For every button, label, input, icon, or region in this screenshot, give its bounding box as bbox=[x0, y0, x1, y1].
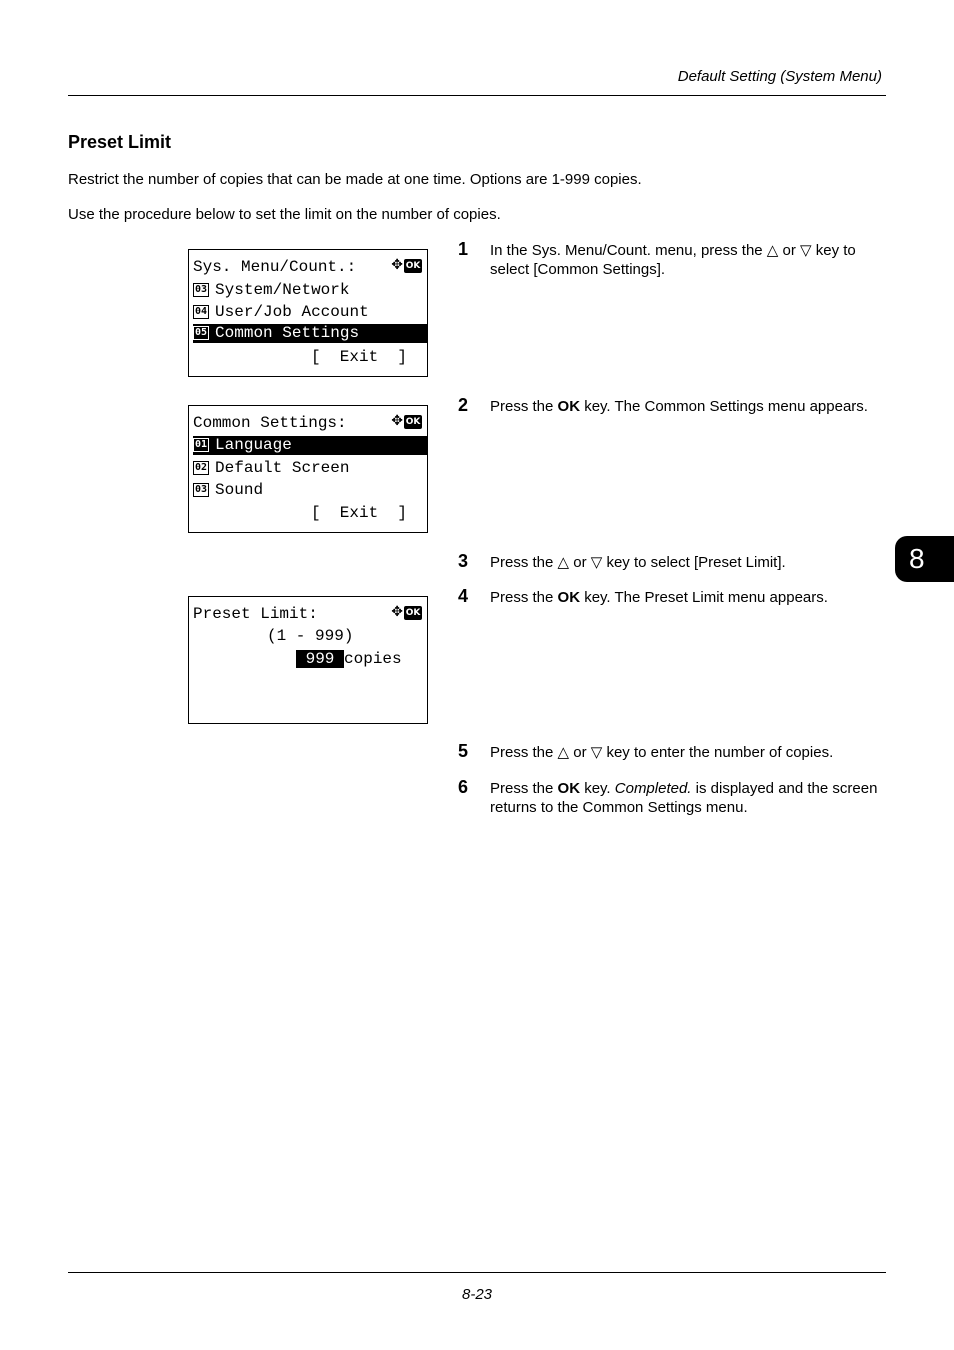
step-number: 2 bbox=[458, 395, 469, 415]
step-text-part: is displayed and the screen returns to the Common Settings menu. bbox=[490, 780, 878, 816]
step-number: 5 bbox=[458, 741, 469, 761]
item-number-badge: 05 bbox=[195, 327, 208, 338]
lcd-menu-item-label: Sound bbox=[215, 481, 264, 499]
navigation-arrows-icon: ✥ bbox=[391, 257, 403, 273]
lcd-exit-softkey: [ Exit ] bbox=[311, 504, 408, 522]
lcd-menu-item-label: System/Network bbox=[215, 281, 350, 299]
lcd-menu-item bbox=[193, 303, 369, 321]
lcd-screen-sys-menu bbox=[188, 249, 428, 377]
step-text-part: key. The Preset Limit menu appears. bbox=[580, 589, 828, 606]
step-number: 6 bbox=[458, 777, 469, 797]
lcd-menu-item-selected bbox=[193, 324, 427, 343]
item-number-badge: 04 bbox=[195, 306, 208, 317]
lcd-title: Sys. Menu/Count.: bbox=[193, 258, 357, 276]
step-text-part: key. bbox=[580, 780, 615, 797]
lcd-menu-item-label: Language bbox=[215, 436, 292, 454]
header-rule bbox=[68, 95, 886, 96]
step-text-part: Press the △ or ▽ key to enter the number of copies. bbox=[490, 744, 834, 761]
chapter-tab: 8 bbox=[895, 536, 954, 582]
lcd-screen-common-settings bbox=[188, 405, 428, 533]
step-text bbox=[490, 241, 886, 279]
lcd-exit-softkey: [ Exit ] bbox=[311, 348, 408, 366]
step-text-part: Press the bbox=[490, 589, 558, 606]
lcd-menu-item-label: Default Screen bbox=[215, 459, 350, 477]
step-text-part: Press the bbox=[490, 780, 558, 797]
item-number-badge: 03 bbox=[195, 284, 208, 295]
item-number-badge: 03 bbox=[195, 484, 208, 495]
footer-rule bbox=[68, 1272, 886, 1273]
lcd-menu-item-label: User/Job Account bbox=[215, 303, 369, 321]
lcd-title: Common Settings: bbox=[193, 414, 347, 432]
step-text-part: Press the bbox=[490, 398, 558, 415]
item-number-badge: 02 bbox=[195, 462, 208, 473]
step-text bbox=[490, 779, 886, 817]
page-number: 8-23 bbox=[461, 1286, 493, 1303]
step-text bbox=[490, 397, 886, 416]
step-number: 1 bbox=[458, 239, 469, 259]
copy-limit-value: 999 bbox=[296, 650, 345, 668]
step-text-part: Press the △ or ▽ key to select [Preset Limit]. bbox=[490, 554, 786, 571]
lcd-screen-preset-limit bbox=[188, 596, 428, 724]
step-text bbox=[490, 553, 886, 572]
lcd-menu-item-label: Common Settings bbox=[215, 324, 360, 342]
step-number: 3 bbox=[458, 551, 469, 571]
ok-key-label: OK bbox=[557, 780, 581, 797]
lcd-value-line bbox=[296, 650, 402, 668]
item-number-badge: 01 bbox=[195, 439, 208, 450]
completed-message: Completed. bbox=[614, 780, 692, 797]
ok-key-label: OK bbox=[557, 589, 581, 606]
ok-key-label: OK bbox=[557, 398, 581, 415]
step-text bbox=[490, 743, 886, 762]
intro-paragraph-1: Restrict the number of copies that can be made at one time. Options are 1-999 copies. bbox=[68, 171, 642, 188]
step-text-part: In the Sys. Menu/Count. menu, press the △ or ▽ key to select [Common Settings]. bbox=[490, 242, 856, 278]
step-text-part: key. The Common Settings menu appears. bbox=[580, 398, 868, 415]
lcd-title: Preset Limit: bbox=[193, 605, 318, 623]
section-title: Preset Limit bbox=[68, 132, 172, 152]
navigation-arrows-icon: ✥ bbox=[391, 604, 403, 620]
navigation-arrows-icon: ✥ bbox=[391, 413, 403, 429]
lcd-menu-item bbox=[193, 281, 349, 299]
intro-paragraph-2: Use the procedure below to set the limit on the number of copies. bbox=[68, 206, 501, 223]
copy-limit-unit: copies bbox=[344, 650, 402, 668]
ok-key-icon: OK bbox=[405, 417, 421, 427]
step-text bbox=[490, 588, 886, 607]
running-header: Default Setting (System Menu) bbox=[677, 68, 882, 85]
lcd-menu-item-selected bbox=[193, 436, 427, 455]
step-number: 4 bbox=[458, 586, 469, 606]
lcd-menu-item bbox=[193, 481, 263, 499]
lcd-menu-item bbox=[193, 459, 349, 477]
ok-key-icon: OK bbox=[405, 608, 421, 618]
ok-key-icon: OK bbox=[405, 261, 421, 271]
lcd-range: (1 - 999) bbox=[267, 627, 354, 645]
